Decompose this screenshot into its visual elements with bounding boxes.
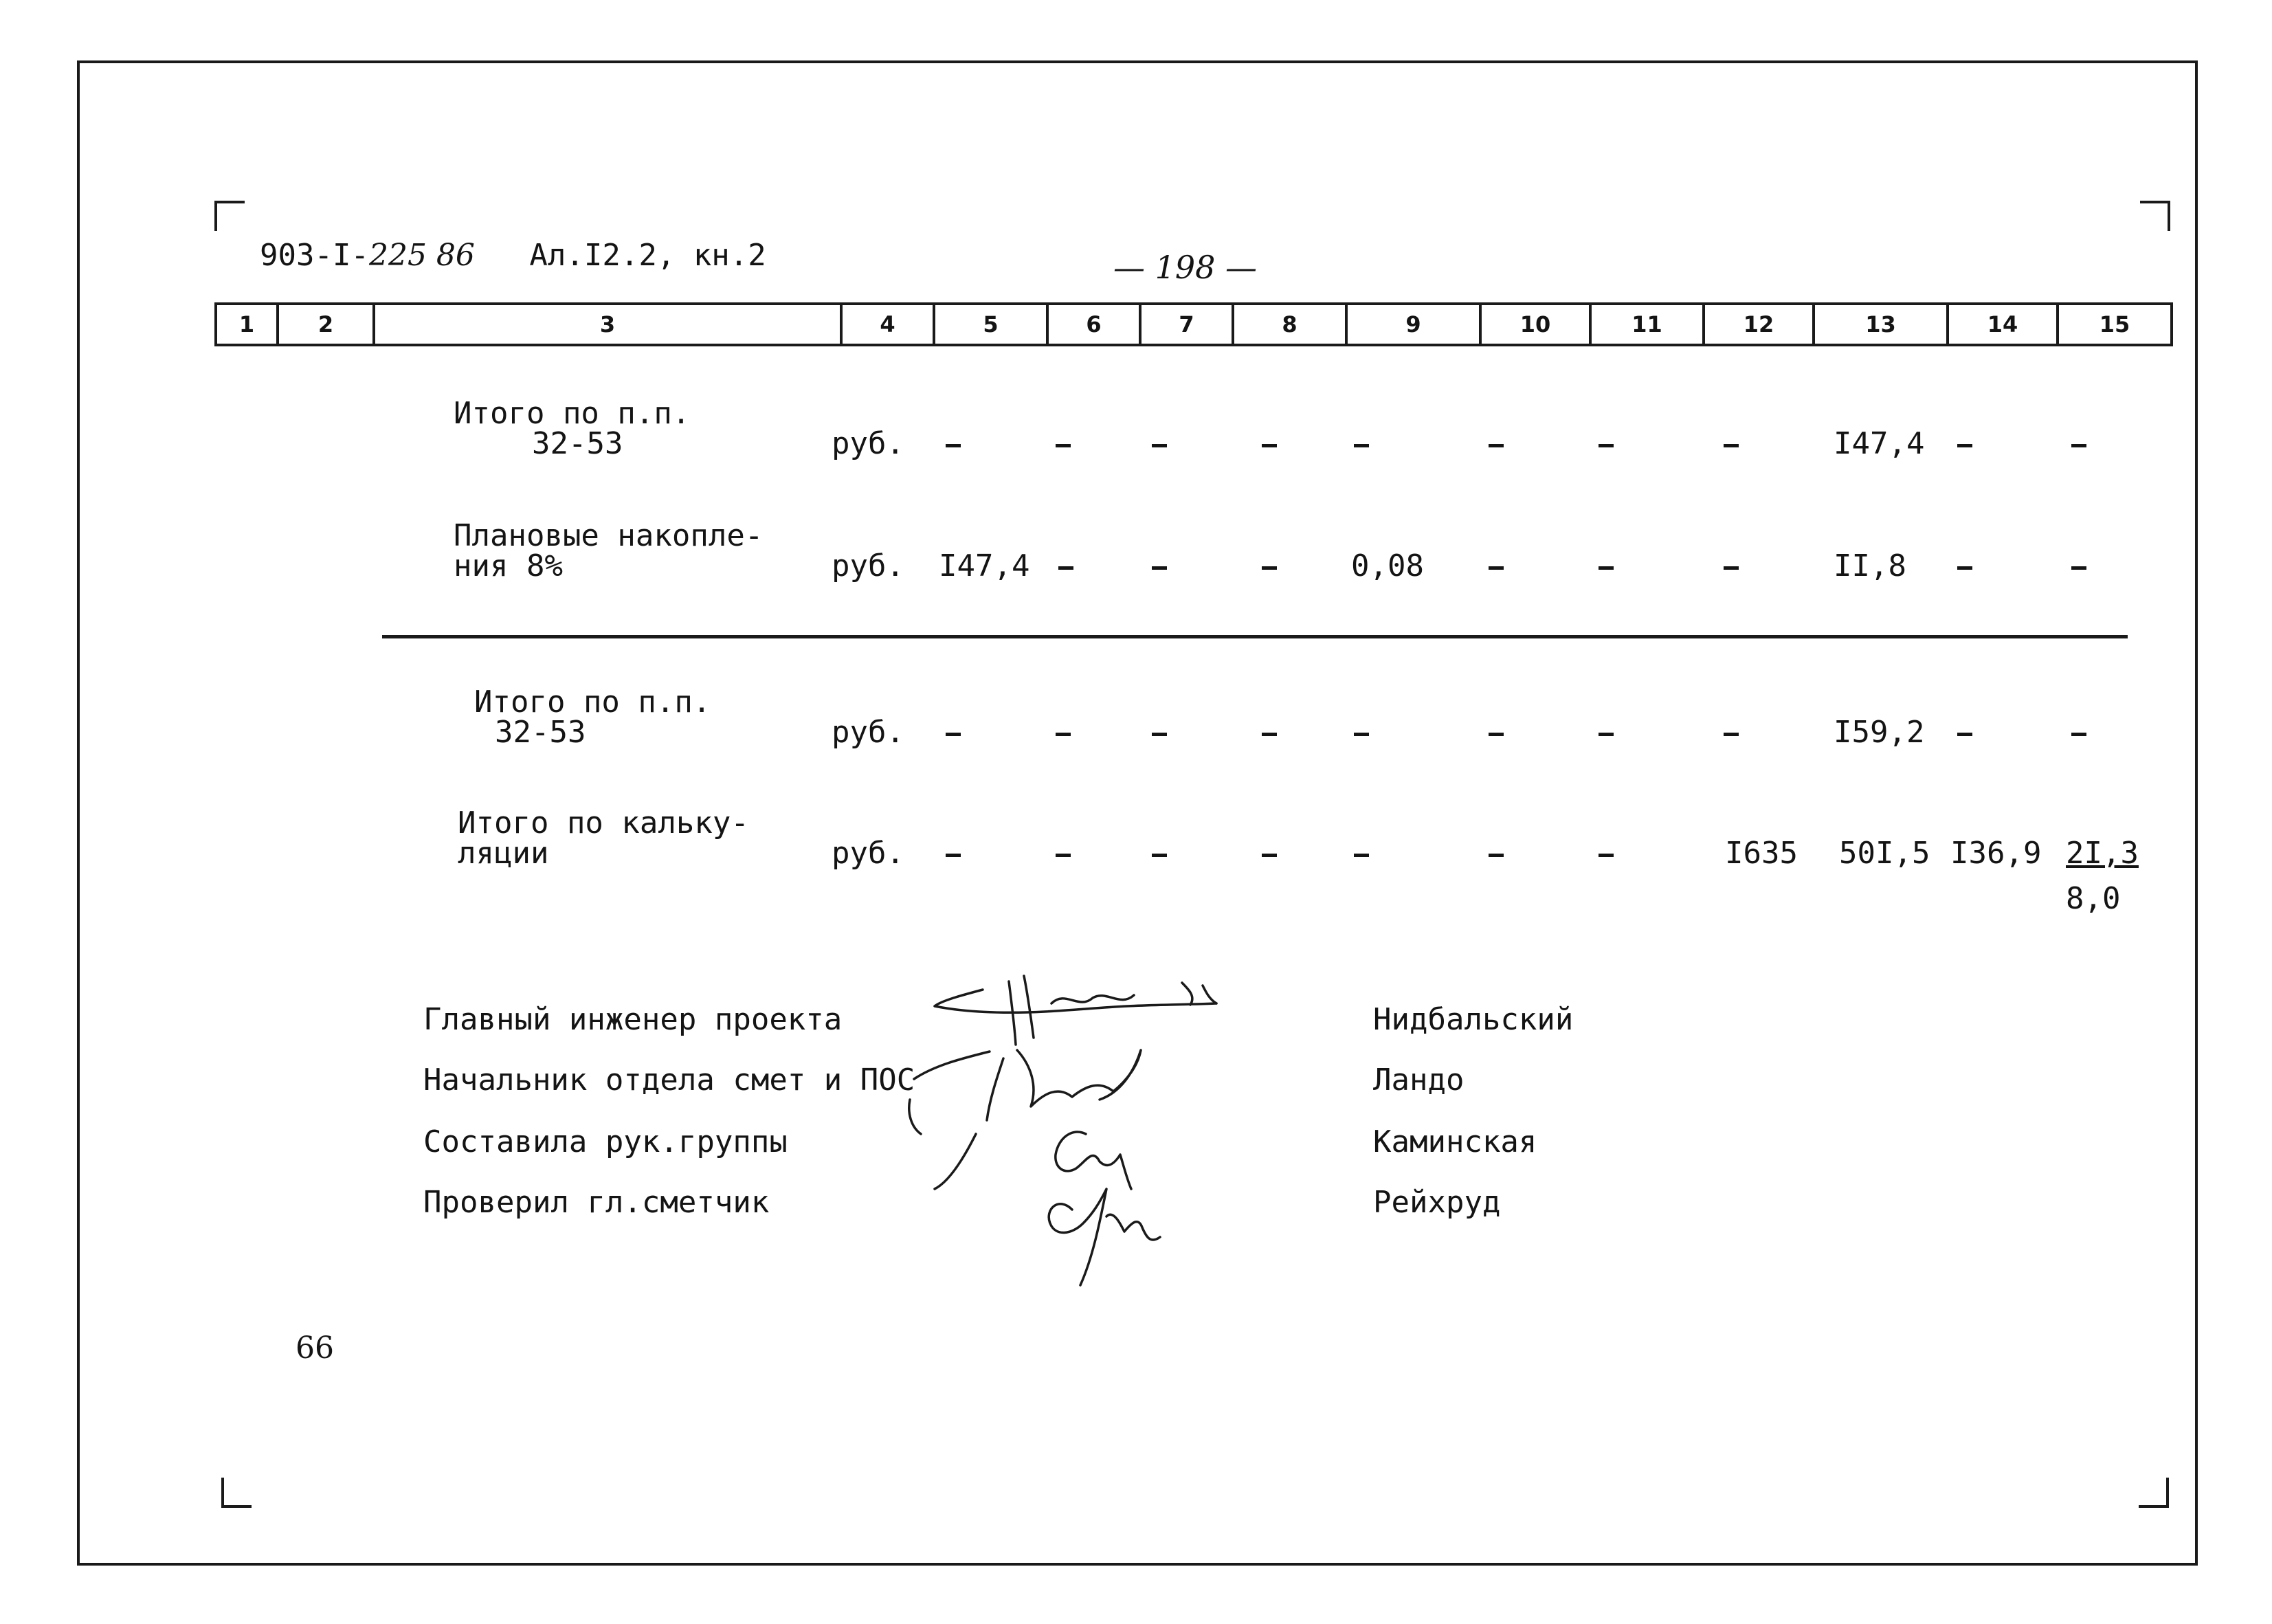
empty-cell-dash [2071,733,2086,736]
col-number-9: 9 [1348,305,1482,344]
empty-cell-dash [1152,854,1167,857]
empty-cell-dash [1489,733,1504,736]
empty-cell-dash [1724,733,1739,736]
col-number-8: 8 [1234,305,1348,344]
empty-cell-dash [1724,444,1739,447]
empty-cell-dash [1599,733,1614,736]
empty-cell-dash [1058,566,1073,570]
row2-col9: 0,08 [1351,548,1424,583]
row4-col15: 2I,3 [2066,836,2139,871]
empty-cell-dash [1262,733,1277,736]
empty-cell-dash [1152,566,1167,570]
sheet-frame [77,60,2198,1566]
sheet-number: 66 [296,1331,334,1366]
col-number-11: 11 [1592,305,1705,344]
document-code-handwritten: 225 86 [368,238,475,273]
row2-name-line1: Плановые накопле- [454,518,764,553]
empty-cell-dash [1599,566,1614,570]
row1-col13: I47,4 [1834,426,1925,461]
empty-cell-dash [1056,444,1071,447]
col-number-7: 7 [1141,305,1234,344]
col-number-12: 12 [1705,305,1815,344]
row4-col12: I635 [1725,836,1798,871]
signature-role-head-of-department: Начальник отдела смет и ПОС [423,1063,915,1098]
row3-unit: руб. [832,715,904,750]
row4-name-line1: Итого по кальку- [458,805,749,841]
empty-cell-dash [1262,566,1277,570]
col-number-10: 10 [1482,305,1592,344]
empty-cell-dash [946,854,961,857]
row1-unit: руб. [832,426,904,461]
col-number-6: 6 [1049,305,1141,344]
empty-cell-dash [1724,566,1739,570]
signature-role-chief-engineer: Главный инженер проекта [423,1002,843,1037]
empty-cell-dash [1489,854,1504,857]
row2-col13: II,8 [1834,548,1906,583]
empty-cell-dash [1957,444,1972,447]
empty-cell-dash [2071,444,2086,447]
col-number-3: 3 [375,305,843,344]
col-number-13: 13 [1815,305,1949,344]
row4-col14: I36,9 [1950,836,2042,871]
row4-col15-second: 8,0 [2066,881,2121,916]
empty-cell-dash [1354,854,1369,857]
signature-role-compiler: Составила рук.группы [423,1124,788,1159]
row2-unit: руб. [832,548,904,583]
subtotal-separator-line [382,635,2128,638]
corner-mark-bottom-right [2139,1478,2169,1508]
empty-cell-dash [1152,444,1167,447]
row2-col5: I47,4 [939,548,1030,583]
empty-cell-dash [1599,854,1614,857]
signature-name-2: Ландо [1373,1063,1464,1098]
signature-role-checker: Проверил гл.сметчик [423,1185,770,1220]
empty-cell-dash [1489,566,1504,570]
empty-cell-dash [1354,733,1369,736]
signature-name-3: Каминская [1373,1124,1537,1159]
empty-cell-dash [2071,566,2086,570]
signature-name-1: Нидбальский [1373,1002,1574,1037]
row3-name-line1: Итого по п.п. [474,685,711,720]
col-number-2: 2 [279,305,375,344]
handwritten-signatures [893,962,1319,1292]
empty-cell-dash [1354,444,1369,447]
col-number-4: 4 [843,305,935,344]
corner-mark-top-right [2140,201,2170,231]
row4-col13: 50I,5 [1839,836,1930,871]
document-code: 903-I-225 86 Ал.I2.2, кн.2 [260,238,766,273]
empty-cell-dash [1599,444,1614,447]
column-number-header [214,302,2173,346]
row4-name-line2: ляции [458,836,549,871]
row1-name-line2: 32-53 [532,426,623,461]
empty-cell-dash [1262,444,1277,447]
album-reference: Ал.I2.2, кн.2 [529,238,766,273]
signature-name-4: Рейхруд [1373,1185,1501,1220]
row3-col13: I59,2 [1834,715,1925,750]
corner-mark-top-left [214,201,245,231]
col-number-5: 5 [935,305,1049,344]
row3-name-line2: 32-53 [495,715,586,750]
row4-unit: руб. [832,836,904,871]
empty-cell-dash [1957,566,1972,570]
empty-cell-dash [1056,733,1071,736]
empty-cell-dash [946,444,961,447]
col-number-14: 14 [1949,305,2059,344]
empty-cell-dash [1262,854,1277,857]
empty-cell-dash [1489,444,1504,447]
empty-cell-dash [1152,733,1167,736]
corner-mark-bottom-left [221,1478,252,1508]
row2-name-line2: ния 8% [454,548,563,583]
col-number-15: 15 [2099,311,2130,337]
col-number-1: 1 [217,305,279,344]
empty-cell-dash [1957,733,1972,736]
empty-cell-dash [1056,854,1071,857]
empty-cell-dash [946,733,961,736]
page-number: — 198 — [1113,249,1258,286]
row1-name-line1: Итого по п.п. [454,396,691,431]
